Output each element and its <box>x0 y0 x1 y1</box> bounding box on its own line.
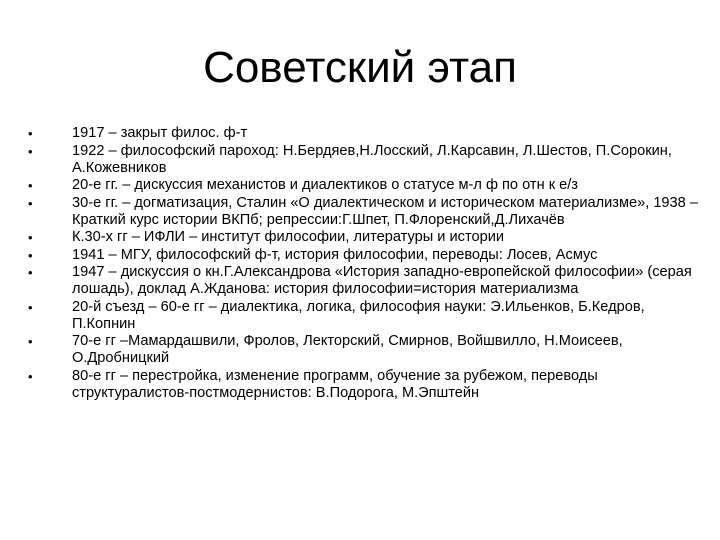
list-item-text: 20-е гг. – дискуссия механистов и диалектиков о статусе м-л ф по отн к е/з <box>72 177 578 193</box>
bullet-icon: • <box>28 368 33 384</box>
list-item-text: 1917 – закрыт филос. ф-т <box>72 125 248 141</box>
bullet-icon: • <box>28 230 33 245</box>
list-item <box>28 143 698 177</box>
bullet-icon: • <box>28 195 33 211</box>
bullet-icon: • <box>28 247 33 263</box>
list-item <box>28 229 698 246</box>
bullet-icon: • <box>28 126 33 141</box>
bullet-icon: • <box>28 178 33 193</box>
list-item <box>28 177 698 194</box>
list-item <box>28 368 698 402</box>
list-item-text: 80-е гг – перестройка, изменение программ, обучение за рубежом, переводы структуралистов-постмодернистов: В.Подорога, М.Эпштейн <box>72 367 598 401</box>
bullet-icon: • <box>28 143 33 159</box>
bullet-icon: • <box>28 299 33 315</box>
list-item <box>28 264 698 298</box>
list-item-text: 30-е гг. – догматизация, Сталин «О диалектическом и историческом материализме», 1938 – Краткий курс истории ВКПб; репрессии:Г.Шпет, П.Флоренский,Д.Лихачёв <box>72 194 698 228</box>
list-item <box>28 247 698 264</box>
list-item-text: 1922 – философский пароход: Н.Бердяев,Н.Лосский, Л.Карсавин, Л.Шестов, П.Сорокин, А.Кожевников <box>72 142 672 176</box>
list-item <box>28 299 698 333</box>
list-item-text: 20-й съезд – 60-е гг – диалектика, логика, философия науки: Э.Ильенков, Б.Кедров, П.Копнин <box>72 298 645 332</box>
list-item-text: 70-е гг –Мамардашвили, Фролов, Лекторский, Смирнов, Войшвилло, Н.Моисеев, О.Дробницкий <box>72 333 623 366</box>
list-item <box>28 333 698 367</box>
list-item <box>28 125 698 142</box>
list-item-text: К.30-х гг – ИФЛИ – институт философии, литературы и истории <box>72 229 505 245</box>
bullet-list <box>28 125 698 402</box>
list-item-text: 1941 – МГУ, философский ф-т, история философии, переводы: Лосев, Асмус <box>72 246 598 263</box>
list-item-text: 1947 – дискуссия о кн.Г.Александрова «История западно-европейской философии» (серая лошадь), доклад А.Жданова: история философии=история материализма <box>72 264 692 297</box>
bullet-icon: • <box>28 265 33 280</box>
bullet-icon: • <box>28 334 33 349</box>
slide-title: Советский этап <box>203 43 517 92</box>
list-item <box>28 195 698 229</box>
